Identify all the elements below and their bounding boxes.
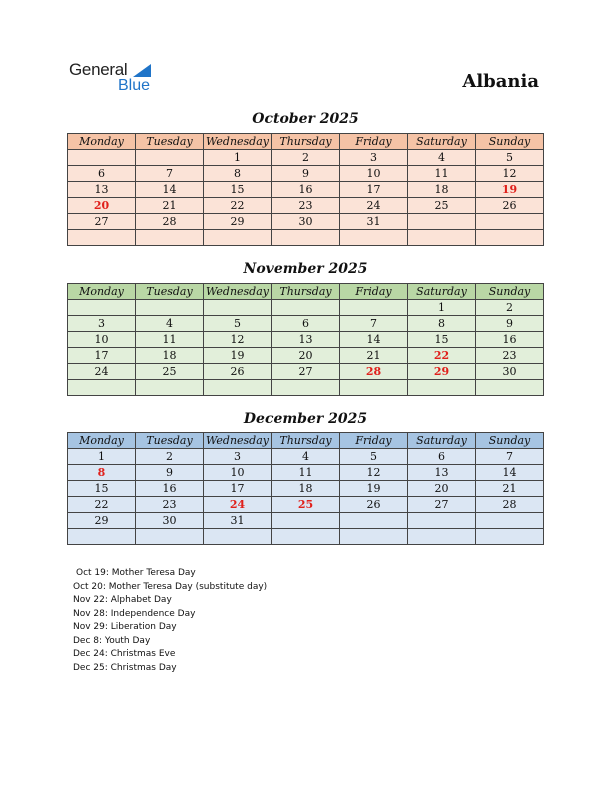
day-cell: 23 bbox=[476, 348, 544, 364]
day-cell: 6 bbox=[68, 166, 136, 182]
empty-cell bbox=[476, 529, 544, 545]
day-cell: 26 bbox=[476, 198, 544, 214]
day-cell: 27 bbox=[272, 364, 340, 380]
day-cell: 9 bbox=[272, 166, 340, 182]
day-cell: 20 bbox=[408, 481, 476, 497]
empty-cell bbox=[340, 380, 408, 396]
day-cell: 14 bbox=[340, 332, 408, 348]
week-row bbox=[68, 150, 544, 166]
weekday-header: Saturday bbox=[408, 284, 476, 300]
weekday-header: Tuesday bbox=[136, 134, 204, 150]
empty-cell bbox=[136, 529, 204, 545]
day-cell: 29 bbox=[68, 513, 136, 529]
day-cell: 13 bbox=[272, 332, 340, 348]
weekday-header: Thursday bbox=[272, 433, 340, 449]
weekday-header-row bbox=[68, 134, 544, 150]
empty-cell bbox=[272, 230, 340, 246]
country-title: Albania bbox=[462, 71, 539, 92]
weekday-header: Sunday bbox=[476, 433, 544, 449]
weekday-header: Tuesday bbox=[136, 284, 204, 300]
empty-cell bbox=[476, 214, 544, 230]
calendar-nov bbox=[67, 283, 544, 396]
week-row bbox=[68, 300, 544, 316]
day-cell: 1 bbox=[408, 300, 476, 316]
day-cell: 21 bbox=[136, 198, 204, 214]
month-title-oct: October 2025 bbox=[252, 111, 359, 127]
day-cell: 28 bbox=[136, 214, 204, 230]
day-cell: 3 bbox=[68, 316, 136, 332]
day-cell: 19 bbox=[340, 481, 408, 497]
day-cell: 12 bbox=[340, 465, 408, 481]
day-cell: 3 bbox=[340, 150, 408, 166]
holiday-day-cell: 19 bbox=[476, 182, 544, 198]
empty-cell bbox=[68, 529, 136, 545]
day-cell: 6 bbox=[272, 316, 340, 332]
day-cell: 23 bbox=[272, 198, 340, 214]
holiday-entry: Dec 8: Youth Day bbox=[73, 635, 151, 646]
empty-cell bbox=[272, 300, 340, 316]
holiday-entry: Nov 28: Independence Day bbox=[73, 608, 196, 619]
weekday-header: Wednesday bbox=[204, 134, 272, 150]
week-row bbox=[68, 380, 544, 396]
day-cell: 3 bbox=[204, 449, 272, 465]
day-cell: 17 bbox=[340, 182, 408, 198]
day-cell: 4 bbox=[408, 150, 476, 166]
day-cell: 6 bbox=[408, 449, 476, 465]
week-row bbox=[68, 529, 544, 545]
week-row bbox=[68, 182, 544, 198]
day-cell: 17 bbox=[204, 481, 272, 497]
holiday-entry: Nov 22: Alphabet Day bbox=[73, 595, 172, 605]
day-cell: 22 bbox=[204, 198, 272, 214]
day-cell: 1 bbox=[68, 449, 136, 465]
day-cell: 9 bbox=[476, 316, 544, 332]
day-cell: 24 bbox=[340, 198, 408, 214]
empty-cell bbox=[340, 529, 408, 545]
day-cell: 16 bbox=[136, 481, 204, 497]
day-cell: 26 bbox=[340, 497, 408, 513]
day-cell: 31 bbox=[204, 513, 272, 529]
logo-text-general: General bbox=[69, 60, 128, 79]
empty-cell bbox=[272, 529, 340, 545]
weekday-header: Monday bbox=[68, 134, 136, 150]
day-cell: 12 bbox=[476, 166, 544, 182]
empty-cell bbox=[68, 300, 136, 316]
month-title-nov: November 2025 bbox=[243, 261, 368, 277]
holiday-day-cell: 22 bbox=[408, 348, 476, 364]
day-cell: 5 bbox=[204, 316, 272, 332]
day-cell: 31 bbox=[340, 214, 408, 230]
day-cell: 18 bbox=[136, 348, 204, 364]
empty-cell bbox=[476, 380, 544, 396]
weekday-header: Thursday bbox=[272, 134, 340, 150]
day-cell: 10 bbox=[340, 166, 408, 182]
day-cell: 30 bbox=[136, 513, 204, 529]
day-cell: 10 bbox=[204, 465, 272, 481]
day-cell: 29 bbox=[204, 214, 272, 230]
holiday-entry: Dec 24: Christmas Eve bbox=[73, 649, 176, 659]
day-cell: 21 bbox=[476, 481, 544, 497]
empty-cell bbox=[408, 380, 476, 396]
day-cell: 27 bbox=[408, 497, 476, 513]
day-cell: 15 bbox=[68, 481, 136, 497]
weekday-header: Saturday bbox=[408, 134, 476, 150]
day-cell: 22 bbox=[68, 497, 136, 513]
holiday-day-cell: 29 bbox=[408, 364, 476, 380]
calendar-oct bbox=[67, 133, 544, 246]
weekday-header: Monday bbox=[68, 433, 136, 449]
holiday-entry: Oct 19: Mother Teresa Day bbox=[76, 568, 196, 578]
weekday-header-row bbox=[68, 433, 544, 449]
day-cell: 9 bbox=[136, 465, 204, 481]
empty-cell bbox=[204, 300, 272, 316]
logo-triangle-icon bbox=[133, 64, 151, 77]
day-cell: 8 bbox=[408, 316, 476, 332]
empty-cell bbox=[408, 230, 476, 246]
logo-text-blue: Blue bbox=[118, 77, 151, 94]
day-cell: 8 bbox=[204, 166, 272, 182]
day-cell: 4 bbox=[272, 449, 340, 465]
week-row bbox=[68, 449, 544, 465]
day-cell: 5 bbox=[476, 150, 544, 166]
day-cell: 16 bbox=[272, 182, 340, 198]
day-cell: 14 bbox=[476, 465, 544, 481]
day-cell: 28 bbox=[476, 497, 544, 513]
generalblue-logo bbox=[69, 60, 169, 98]
day-cell: 18 bbox=[272, 481, 340, 497]
empty-cell bbox=[204, 529, 272, 545]
day-cell: 24 bbox=[68, 364, 136, 380]
day-cell: 13 bbox=[408, 465, 476, 481]
day-cell: 5 bbox=[340, 449, 408, 465]
weekday-header: Monday bbox=[68, 284, 136, 300]
holiday-entry: Dec 25: Christmas Day bbox=[73, 662, 177, 673]
day-cell: 10 bbox=[68, 332, 136, 348]
weekday-header: Tuesday bbox=[136, 433, 204, 449]
week-row bbox=[68, 513, 544, 529]
empty-cell bbox=[204, 230, 272, 246]
empty-cell bbox=[136, 150, 204, 166]
day-cell: 2 bbox=[272, 150, 340, 166]
empty-cell bbox=[272, 380, 340, 396]
empty-cell bbox=[340, 513, 408, 529]
holiday-entry: Oct 20: Mother Teresa Day (substitute day) bbox=[73, 581, 268, 592]
day-cell: 11 bbox=[136, 332, 204, 348]
empty-cell bbox=[68, 150, 136, 166]
day-cell: 15 bbox=[408, 332, 476, 348]
week-row bbox=[68, 166, 544, 182]
day-cell: 7 bbox=[340, 316, 408, 332]
empty-cell bbox=[340, 230, 408, 246]
month-title-dec: December 2025 bbox=[243, 411, 368, 427]
day-cell: 23 bbox=[136, 497, 204, 513]
holiday-day-cell: 24 bbox=[204, 497, 272, 513]
empty-cell bbox=[136, 300, 204, 316]
empty-cell bbox=[136, 380, 204, 396]
day-cell: 4 bbox=[136, 316, 204, 332]
week-row bbox=[68, 332, 544, 348]
day-cell: 1 bbox=[204, 150, 272, 166]
calendar-dec bbox=[67, 432, 544, 545]
empty-cell bbox=[476, 513, 544, 529]
weekday-header: Sunday bbox=[476, 284, 544, 300]
day-cell: 2 bbox=[136, 449, 204, 465]
holiday-list bbox=[73, 567, 267, 675]
holiday-day-cell: 8 bbox=[68, 465, 136, 481]
day-cell: 15 bbox=[204, 182, 272, 198]
day-cell: 11 bbox=[408, 166, 476, 182]
day-cell: 18 bbox=[408, 182, 476, 198]
day-cell: 12 bbox=[204, 332, 272, 348]
day-cell: 30 bbox=[272, 214, 340, 230]
holiday-day-cell: 20 bbox=[68, 198, 136, 214]
empty-cell bbox=[408, 513, 476, 529]
day-cell: 21 bbox=[340, 348, 408, 364]
empty-cell bbox=[340, 300, 408, 316]
weekday-header: Wednesday bbox=[204, 433, 272, 449]
week-row bbox=[68, 497, 544, 513]
weekday-header: Wednesday bbox=[204, 284, 272, 300]
week-row bbox=[68, 214, 544, 230]
empty-cell bbox=[408, 214, 476, 230]
weekday-header: Friday bbox=[340, 134, 408, 150]
day-cell: 25 bbox=[408, 198, 476, 214]
week-row bbox=[68, 348, 544, 364]
day-cell: 30 bbox=[476, 364, 544, 380]
day-cell: 13 bbox=[68, 182, 136, 198]
empty-cell bbox=[272, 513, 340, 529]
day-cell: 14 bbox=[136, 182, 204, 198]
week-row bbox=[68, 364, 544, 380]
weekday-header: Sunday bbox=[476, 134, 544, 150]
day-cell: 27 bbox=[68, 214, 136, 230]
day-cell: 20 bbox=[272, 348, 340, 364]
day-cell: 2 bbox=[476, 300, 544, 316]
day-cell: 7 bbox=[136, 166, 204, 182]
empty-cell bbox=[408, 529, 476, 545]
empty-cell bbox=[476, 230, 544, 246]
day-cell: 7 bbox=[476, 449, 544, 465]
weekday-header: Friday bbox=[340, 433, 408, 449]
day-cell: 11 bbox=[272, 465, 340, 481]
holiday-entry: Nov 29: Liberation Day bbox=[73, 622, 177, 632]
empty-cell bbox=[68, 380, 136, 396]
week-row bbox=[68, 316, 544, 332]
weekday-header: Thursday bbox=[272, 284, 340, 300]
empty-cell bbox=[68, 230, 136, 246]
weekday-header: Saturday bbox=[408, 433, 476, 449]
day-cell: 17 bbox=[68, 348, 136, 364]
holiday-day-cell: 28 bbox=[340, 364, 408, 380]
holiday-day-cell: 25 bbox=[272, 497, 340, 513]
empty-cell bbox=[204, 380, 272, 396]
day-cell: 19 bbox=[204, 348, 272, 364]
day-cell: 16 bbox=[476, 332, 544, 348]
weekday-header-row bbox=[68, 284, 544, 300]
week-row bbox=[68, 465, 544, 481]
day-cell: 25 bbox=[136, 364, 204, 380]
week-row bbox=[68, 481, 544, 497]
week-row bbox=[68, 198, 544, 214]
weekday-header: Friday bbox=[340, 284, 408, 300]
week-row bbox=[68, 230, 544, 246]
empty-cell bbox=[136, 230, 204, 246]
day-cell: 26 bbox=[204, 364, 272, 380]
